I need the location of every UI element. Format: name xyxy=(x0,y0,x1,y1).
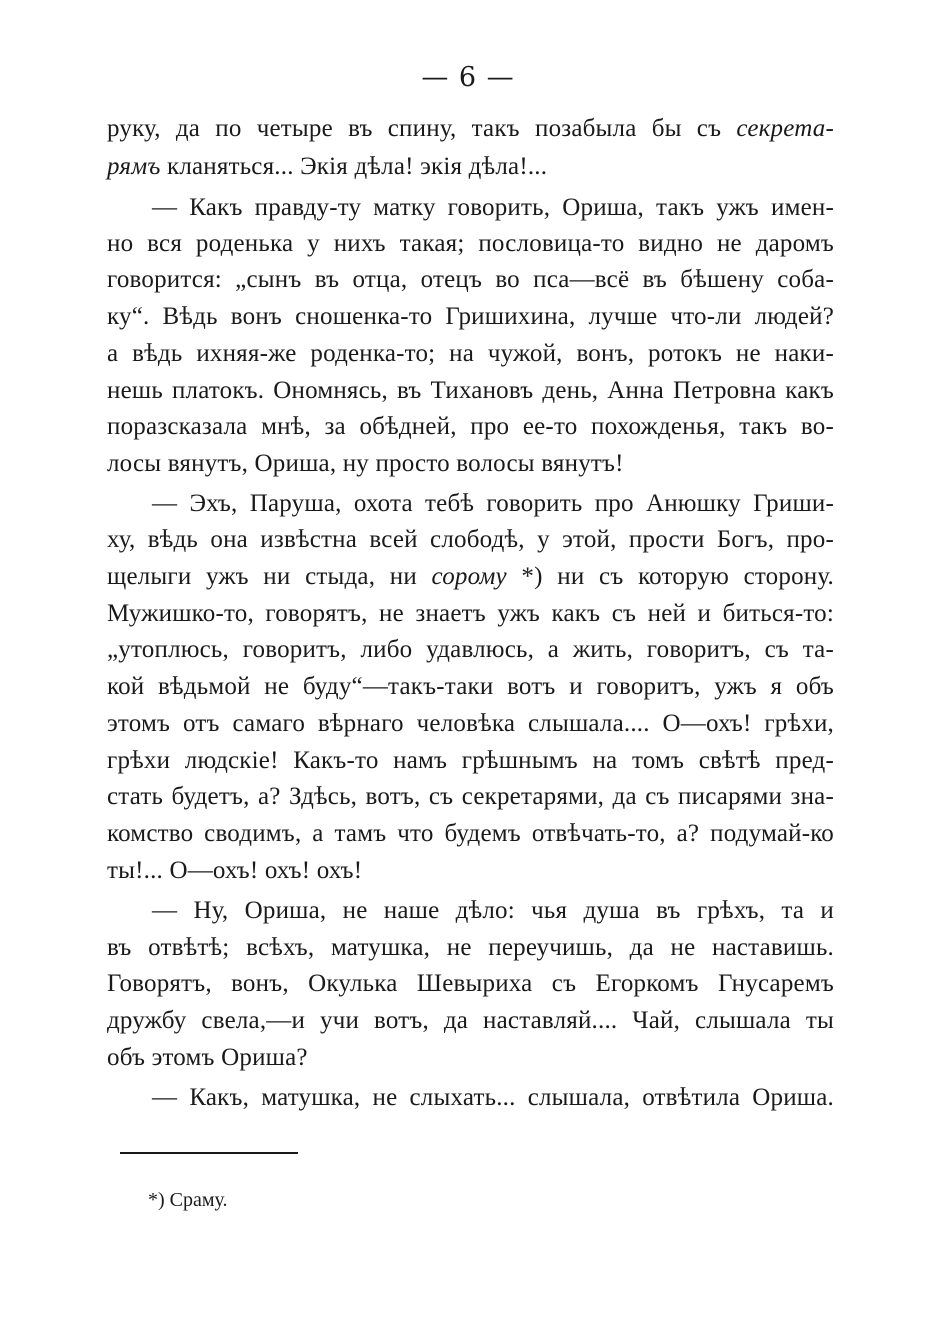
text-line: — Эхъ, Паруша, охота тебѣ говорить про Анюшку Гриши- xyxy=(152,490,834,517)
text-line: Мужишко-то, говорятъ, не знаетъ ужъ какъ съ ней и биться-то: xyxy=(107,600,834,627)
text-line: ху, вѣдь она извѣстна всей слободѣ, у этой, прости Богъ, про- xyxy=(107,526,834,553)
page-number: — 6 — xyxy=(421,62,515,93)
text-line: рямъ кланяться... Экія дѣла! экія дѣла!... xyxy=(107,153,548,180)
text-line: но вся роденька у нихъ такая; пословица-то видно не даромъ xyxy=(107,230,834,257)
footnote: *) Сраму. xyxy=(148,1189,228,1211)
text-line: кой вѣдьмой не буду“—такъ-таки вотъ и говоритъ, ужъ я объ xyxy=(107,673,834,700)
text-line: щелыги ужъ ни стыда, ни сорому *) ни съ которую сторону. xyxy=(107,563,834,590)
text-line: руку, да по четыре въ спину, такъ позабыла бы съ секрета- xyxy=(107,115,834,142)
text-line: Говорятъ, вонъ, Окулька Шевыриха съ Егоркомъ Гнусаремъ xyxy=(107,970,834,997)
text-line: этомъ отъ самаго вѣрнаго человѣка слышала.... О—охъ! грѣхи, xyxy=(107,710,834,737)
text-line: поразсказала мнѣ, за обѣдней, про ее-то похожденья, такъ во- xyxy=(107,413,834,440)
text-line: ты!... О—охъ! охъ! охъ! xyxy=(107,857,363,884)
text-line: — Какъ правду-ту матку говорить, Ориша, такъ ужъ имен- xyxy=(152,194,834,221)
text-line: объ этомъ Ориша? xyxy=(107,1044,308,1071)
text-line: комство сводимъ, а тамъ что будемъ отвѣчать-то, а? подумай-ко xyxy=(107,820,834,847)
text-line: ку“. Вѣдь вонъ сношенка-то Гришихина, лучше что-ли людей? xyxy=(107,303,834,330)
text-line: дружбу свела,—и учи вотъ, да наставляй.... Чай, слышала ты xyxy=(107,1007,834,1034)
text-line: — Какъ, матушка, не слыхать... слышала, отвѣтила Ориша. xyxy=(152,1084,834,1111)
text-line: говорится: „сынъ въ отца, отецъ во пса—всё въ бѣшену соба- xyxy=(107,266,834,293)
text-line: а вѣдь ихняя-же роденка-то; на чужой, вонъ, ротокъ не наки- xyxy=(107,340,834,367)
text-line: грѣхи людскіе! Какъ-то намъ грѣшнымъ на томъ свѣтѣ пред- xyxy=(107,747,834,774)
text-line: стать будетъ, а? Здѣсь, вотъ, съ секретарями, да съ писарями зна- xyxy=(107,783,834,810)
text-line: лосы вянутъ, Ориша, ну просто волосы вянутъ! xyxy=(107,450,624,477)
text-line: въ отвѣтѣ; всѣхъ, матушка, не переучишь, да не наставишь. xyxy=(107,934,834,961)
text-line: „утоплюсь, говоритъ, либо удавлюсь, а жить, говоритъ, съ та- xyxy=(107,636,834,663)
text-line: — Ну, Ориша, не наше дѣло: чья душа въ грѣхъ, та и xyxy=(152,897,834,924)
footnote-divider xyxy=(120,1152,298,1154)
text-line: нешь платокъ. Ономнясь, въ Тихановъ день, Анна Петровна какъ xyxy=(107,377,834,404)
